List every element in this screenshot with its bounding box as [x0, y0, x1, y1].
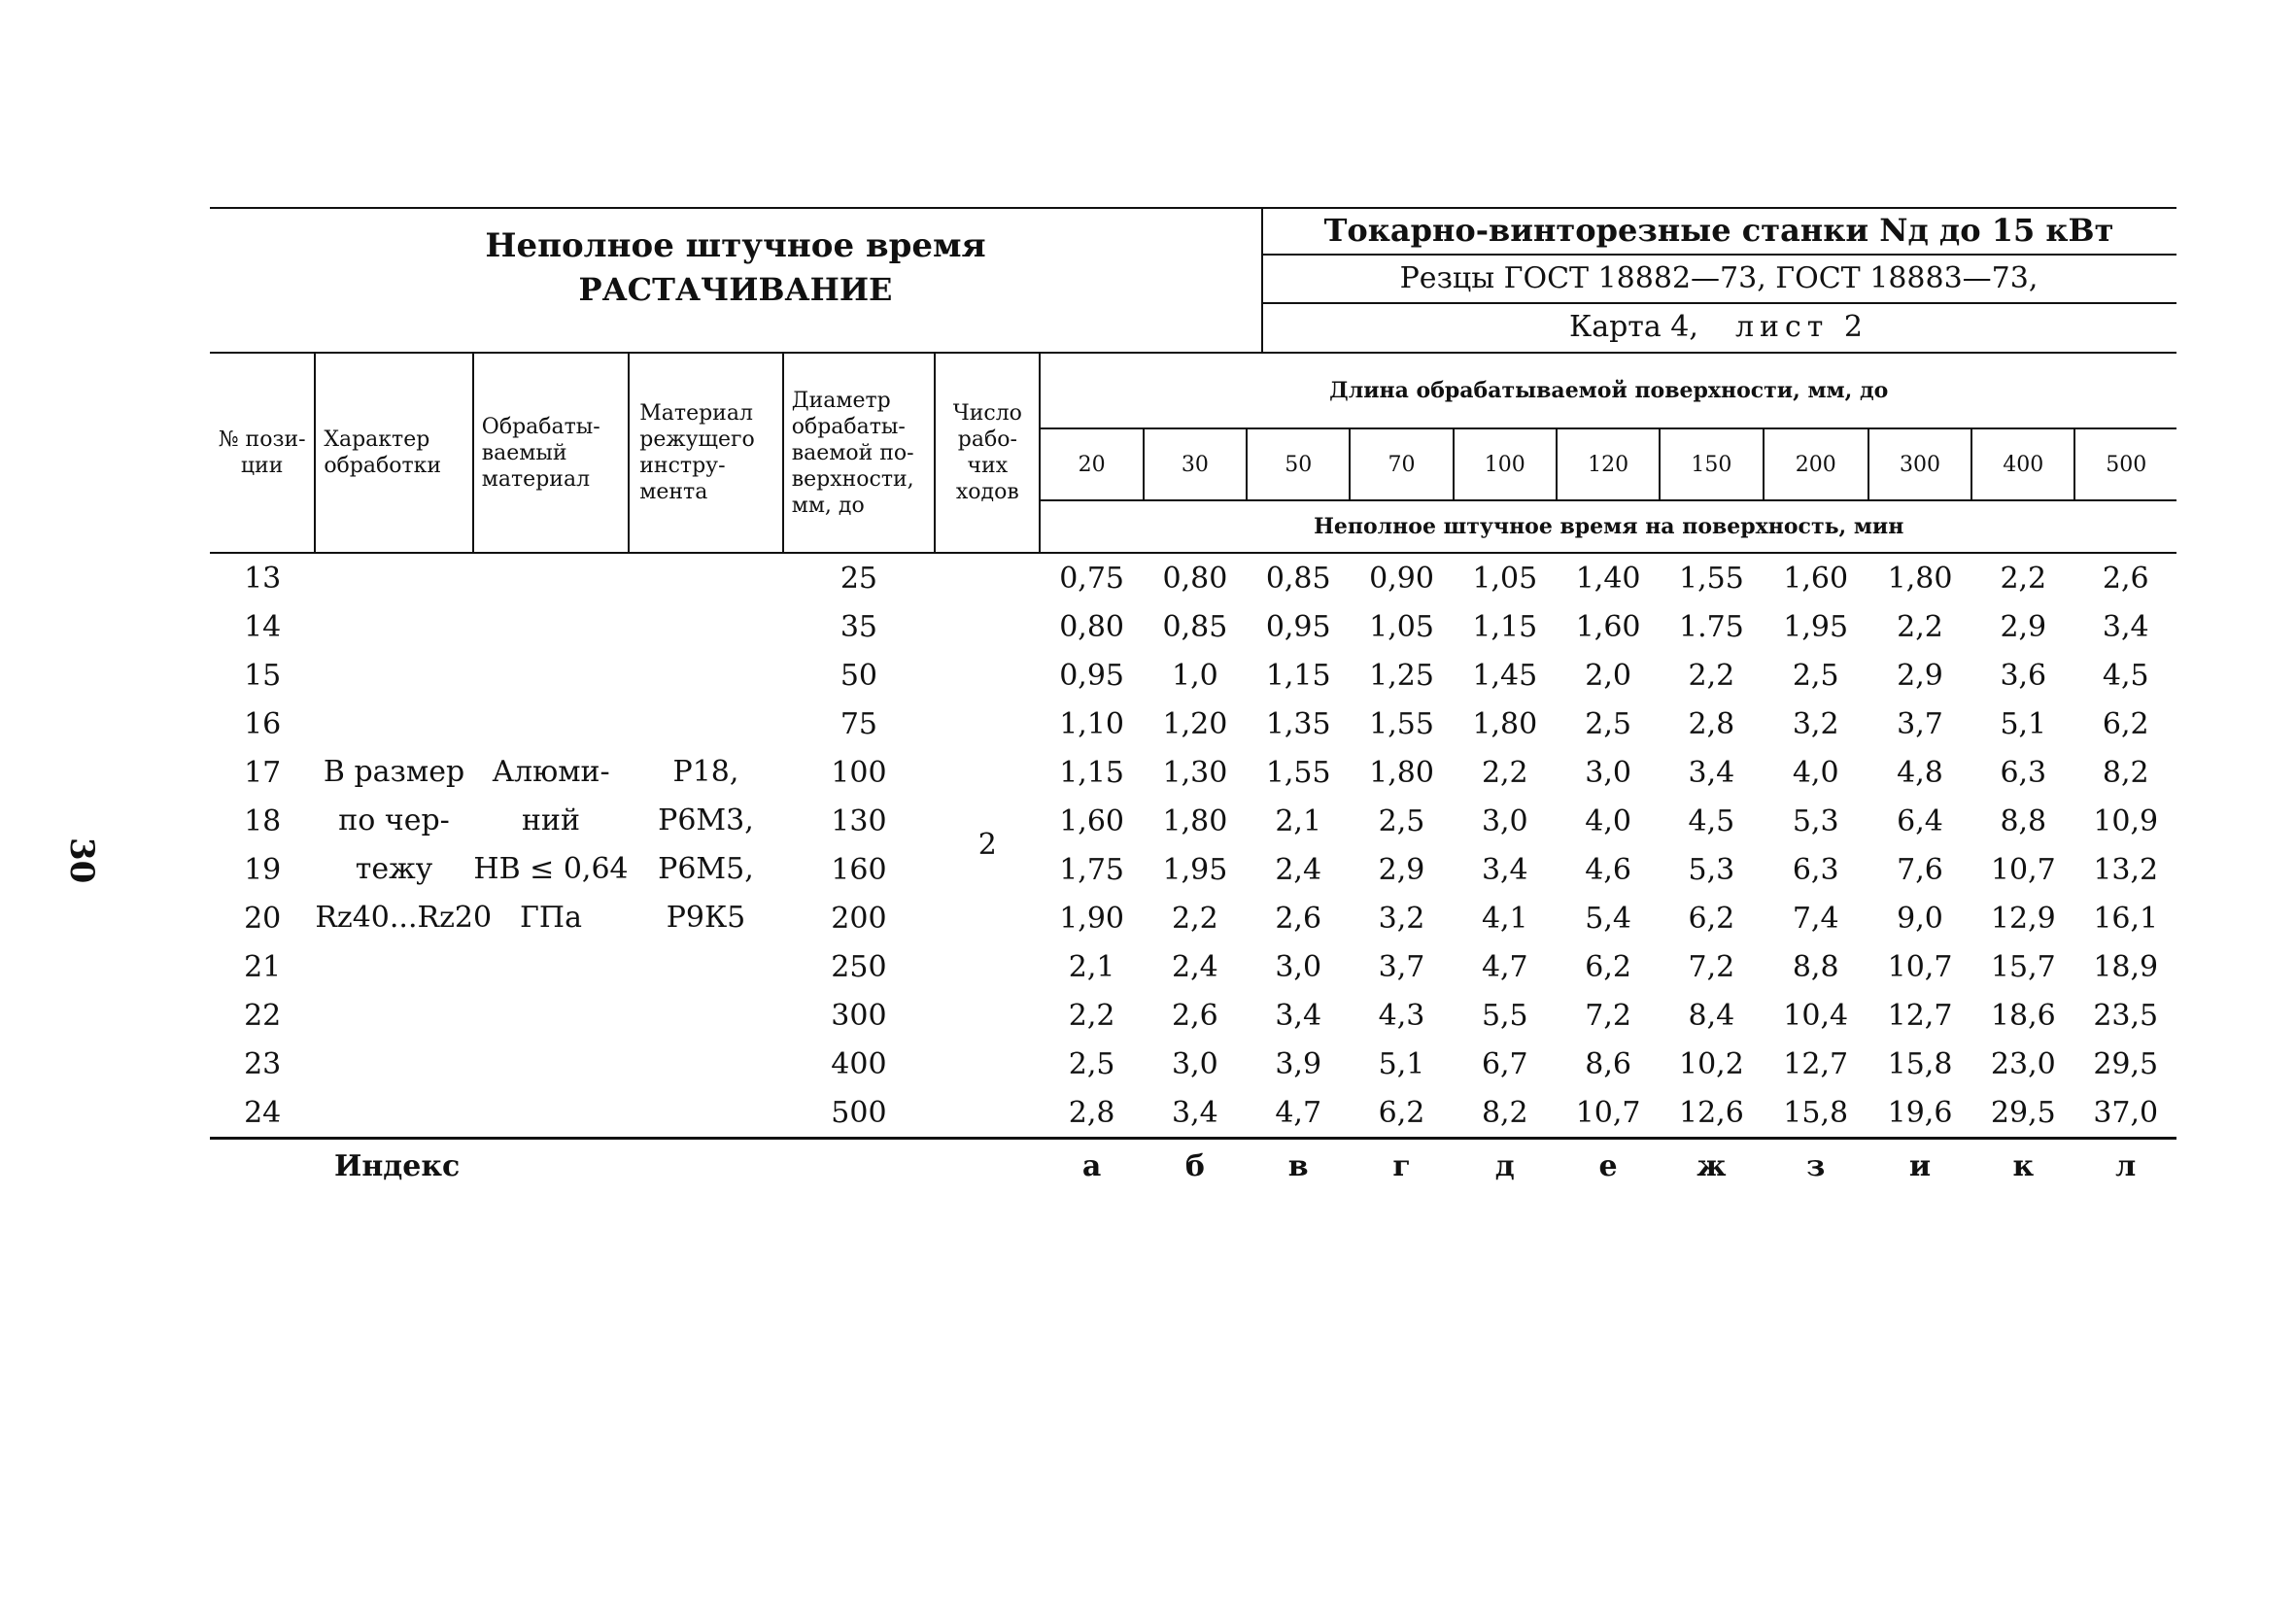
time-value: 8,8 [1792, 949, 1839, 984]
position-number: 21 [244, 949, 282, 984]
index-row [210, 1139, 2176, 1193]
time-value: 1,60 [1575, 609, 1641, 644]
time-value: 1,40 [1575, 561, 1641, 596]
time-value: 5,5 [1481, 998, 1528, 1033]
col-passes: Число рабо- чих ходов [935, 353, 1040, 553]
length-value-200: 200 [1764, 428, 1868, 500]
time-value: 3,6 [2000, 658, 2047, 693]
diameter-value: 250 [831, 949, 887, 984]
time-value: 0,80 [1162, 561, 1228, 596]
time-value: 1,90 [1059, 901, 1125, 936]
time-value: 4,3 [1378, 998, 1425, 1033]
time-value: 7,6 [1897, 852, 1943, 887]
time-value: 15,8 [1887, 1046, 1953, 1081]
time-value: 3,0 [1275, 949, 1322, 984]
time-value: 3,2 [1792, 706, 1839, 741]
position-number: 15 [244, 658, 282, 693]
time-value: 29,5 [2093, 1046, 2159, 1081]
time-value: 2,1 [1275, 803, 1322, 838]
header-subtitle: РАСТАЧИВАНИЕ [578, 271, 893, 308]
header-right [1261, 207, 2176, 351]
length-value-120: 120 [1557, 428, 1660, 500]
card-label: Карта 4, [1568, 310, 1698, 344]
length-value-30: 30 [1144, 428, 1247, 500]
time-value: 3,4 [1481, 852, 1528, 887]
diameter-value: 25 [840, 561, 878, 596]
time-value: 1,15 [1472, 609, 1538, 644]
time-value: 3,7 [1378, 949, 1425, 984]
cutters-title: Резцы ГОСТ 18882—73, ГОСТ 18883—73, [1261, 256, 2176, 304]
time-value: 1,10 [1059, 706, 1125, 741]
index-letter: ж [1696, 1148, 1727, 1183]
time-value: 6,2 [2102, 706, 2149, 741]
time-value: 0,95 [1059, 658, 1125, 693]
position-number: 19 [244, 852, 282, 887]
time-value: 1,35 [1265, 706, 1331, 741]
time-value: 3,4 [1688, 755, 1735, 790]
time-value: 4,1 [1481, 901, 1528, 936]
time-value: 4,7 [1481, 949, 1528, 984]
index-letter: и [1908, 1148, 1932, 1183]
time-value: 6,4 [1897, 803, 1943, 838]
diameter-value: 400 [831, 1046, 887, 1081]
position-number: 20 [244, 901, 282, 936]
time-value: 18,6 [1990, 998, 2056, 1033]
time-value: 1.75 [1679, 609, 1744, 644]
time-value: 10,7 [1575, 1095, 1641, 1130]
index-letter: г [1392, 1148, 1411, 1183]
diameter-value: 35 [840, 609, 878, 644]
time-value: 2,0 [1585, 658, 1631, 693]
time-value: 2,5 [1585, 706, 1631, 741]
time-value: 8,2 [2102, 755, 2149, 790]
time-value: 2,1 [1068, 949, 1115, 984]
diameter-value: 75 [840, 706, 878, 741]
time-value: 8,2 [1481, 1095, 1528, 1130]
time-value: 4,5 [2102, 658, 2149, 693]
index-letter: л [2115, 1148, 2137, 1183]
table-body [210, 553, 2176, 1139]
length-value-70: 70 [1350, 428, 1453, 500]
position-number: 22 [244, 998, 282, 1033]
time-value: 5,1 [2000, 706, 2047, 741]
time-value: 12,7 [1783, 1046, 1849, 1081]
time-value: 7,4 [1792, 901, 1839, 936]
index-letter: з [1806, 1148, 1826, 1183]
processing-cell-line: тежу [355, 852, 433, 886]
time-title: Неполное штучное время на поверхность, мин [1040, 500, 2176, 553]
time-value: 1,30 [1162, 755, 1228, 790]
time-value: 3,2 [1378, 901, 1425, 936]
passes-cell: 2 [977, 828, 997, 862]
length-value-300: 300 [1868, 428, 1971, 500]
time-value: 4,8 [1897, 755, 1943, 790]
length-value-400: 400 [1971, 428, 2074, 500]
time-value: 1,55 [1265, 755, 1331, 790]
time-value: 8,8 [2000, 803, 2047, 838]
material-cell-line: ГПа [520, 901, 582, 935]
time-value: 10,7 [1990, 852, 2056, 887]
length-value-100: 100 [1454, 428, 1557, 500]
time-value: 2,4 [1172, 949, 1218, 984]
diameter-value: 100 [831, 755, 887, 790]
time-value: 1,60 [1059, 803, 1125, 838]
time-value: 3,9 [1275, 1046, 1322, 1081]
time-value: 1,80 [1369, 755, 1434, 790]
time-value: 1,15 [1059, 755, 1125, 790]
length-title: Длина обрабатываемой поверхности, мм, до [1329, 378, 1889, 403]
index-letter: е [1598, 1148, 1618, 1183]
time-value: 1,20 [1162, 706, 1228, 741]
time-value: 9,0 [1897, 901, 1943, 936]
position-number: 24 [244, 1095, 282, 1130]
time-value: 16,1 [2093, 901, 2159, 936]
time-value: 1,60 [1783, 561, 1849, 596]
time-value: 2,8 [1688, 706, 1735, 741]
time-value: 6,3 [1792, 852, 1839, 887]
time-value: 2,9 [1378, 852, 1425, 887]
machine-title: Токарно-винторезные станки Nд до 15 кВт [1261, 207, 2176, 256]
time-value: 0,80 [1059, 609, 1125, 644]
time-value: 3,4 [1172, 1095, 1218, 1130]
time-value: 12,6 [1679, 1095, 1744, 1130]
processing-cell-line: В размер [323, 755, 465, 789]
diameter-value: 50 [840, 658, 878, 693]
material-cell-line: Алюми- [492, 755, 610, 789]
time-value: 0,85 [1265, 561, 1331, 596]
position-number: 23 [244, 1046, 282, 1081]
time-value: 2,2 [1688, 658, 1735, 693]
time-value: 2,6 [1172, 998, 1218, 1033]
time-value: 15,7 [1990, 949, 2056, 984]
col-material: Обрабаты- ваемый материал [473, 353, 629, 553]
processing-cell [315, 553, 493, 1139]
time-value: 1,55 [1369, 706, 1434, 741]
time-value: 10,2 [1679, 1046, 1744, 1081]
time-value: 2,5 [1068, 1046, 1115, 1081]
time-value: 18,9 [2093, 949, 2159, 984]
time-value: 10,4 [1783, 998, 1849, 1033]
time-value: 1,80 [1162, 803, 1228, 838]
time-value: 1,75 [1059, 852, 1125, 887]
length-value-150: 150 [1660, 428, 1763, 500]
length-value-20: 20 [1040, 428, 1143, 500]
index-letter: а [1081, 1148, 1102, 1183]
diameter-value: 130 [831, 803, 887, 838]
time-value: 6,2 [1585, 949, 1631, 984]
time-value: 6,2 [1378, 1095, 1425, 1130]
time-value: 7,2 [1688, 949, 1735, 984]
diameter-value: 300 [831, 998, 887, 1033]
time-value: 4,5 [1688, 803, 1735, 838]
tool-cell-line: Р6М3, [658, 803, 754, 837]
time-value: 1,80 [1887, 561, 1953, 596]
processing-cell-line: Rz40...Rz20 [315, 901, 493, 935]
time-value: 1,95 [1162, 852, 1228, 887]
tool-cell-line: Р9К5 [666, 901, 746, 935]
time-value: 5,4 [1585, 901, 1631, 936]
time-value: 0,95 [1265, 609, 1331, 644]
col-diameter: Диаметр обрабаты- ваемой по- верхности, мм, до [783, 353, 935, 553]
time-value: 19,6 [1887, 1095, 1953, 1130]
time-value: 7,2 [1585, 998, 1631, 1033]
index-letter: к [2012, 1148, 2035, 1183]
header-left [210, 207, 1261, 353]
position-number: 17 [244, 755, 282, 790]
index-label: Индекс [334, 1148, 461, 1183]
time-value: 3,7 [1897, 706, 1943, 741]
length-value-50: 50 [1247, 428, 1350, 500]
time-value: 23,0 [1990, 1046, 2056, 1081]
time-value: 5,1 [1378, 1046, 1425, 1081]
time-value: 0,75 [1059, 561, 1125, 596]
time-value: 2,2 [1481, 755, 1528, 790]
time-value: 6,7 [1481, 1046, 1528, 1081]
material-cell-line: ний [522, 803, 581, 837]
time-value: 12,7 [1887, 998, 1953, 1033]
diameter-value: 200 [831, 901, 887, 936]
time-value: 5,3 [1688, 852, 1735, 887]
sheet-label: лист 2 [1734, 310, 1869, 344]
tool-cell [629, 553, 782, 1139]
card-info [1261, 304, 2176, 351]
tool-cell-line: Р18, [672, 755, 739, 789]
diameter-value: 160 [831, 852, 887, 887]
position-number: 14 [244, 609, 282, 644]
time-value: 3,0 [1585, 755, 1631, 790]
time-value: 23,5 [2093, 998, 2159, 1033]
time-value: 2,5 [1378, 803, 1425, 838]
position-number: 18 [244, 803, 282, 838]
index-letter: в [1287, 1148, 1309, 1183]
processing-cell-line: по чер- [338, 803, 450, 837]
index-letter: д [1494, 1148, 1515, 1183]
time-value: 29,5 [1990, 1095, 2056, 1130]
time-value: 1,05 [1369, 609, 1434, 644]
time-value: 10,9 [2093, 803, 2159, 838]
col-processing: Характер обработки [315, 353, 472, 553]
time-value: 4,0 [1792, 755, 1839, 790]
col-tool: Материал режущего инстру- мента [629, 353, 782, 553]
time-value: 1,05 [1472, 561, 1538, 596]
time-value: 2,2 [2000, 561, 2047, 596]
time-value: 6,2 [1688, 901, 1735, 936]
time-value: 3,0 [1481, 803, 1528, 838]
time-value: 1,25 [1369, 658, 1434, 693]
time-value: 13,2 [2093, 852, 2159, 887]
time-value: 0,85 [1162, 609, 1228, 644]
length-value-500: 500 [2074, 428, 2176, 500]
table-header [210, 353, 2176, 553]
time-value: 4,6 [1585, 852, 1631, 887]
position-number: 13 [244, 561, 282, 596]
time-value: 1,80 [1472, 706, 1538, 741]
header-title: Неполное штучное время [485, 226, 986, 265]
time-value: 10,7 [1887, 949, 1953, 984]
time-value: 2,4 [1275, 852, 1322, 887]
time-value: 2,2 [1068, 998, 1115, 1033]
time-value: 4,0 [1585, 803, 1631, 838]
time-value: 2,9 [2000, 609, 2047, 644]
time-value: 1,95 [1783, 609, 1849, 644]
time-value: 8,6 [1585, 1046, 1631, 1081]
page-number: 30 [62, 837, 101, 884]
time-value: 1,15 [1265, 658, 1331, 693]
time-value: 2,6 [2102, 561, 2149, 596]
time-value: 8,4 [1688, 998, 1735, 1033]
col-position: № пози- ции [210, 353, 315, 553]
time-value: 12,9 [1990, 901, 2056, 936]
time-value: 3,4 [1275, 998, 1322, 1033]
time-table [210, 352, 2176, 1192]
time-value: 0,90 [1369, 561, 1434, 596]
time-value: 1,55 [1679, 561, 1744, 596]
time-value: 2,8 [1068, 1095, 1115, 1130]
time-value: 2,9 [1897, 658, 1943, 693]
time-value: 1,0 [1172, 658, 1218, 693]
diameter-value: 500 [831, 1095, 887, 1130]
material-cell-line: НВ ≤ 0,64 [473, 852, 629, 886]
tool-cell-line: Р6М5, [658, 852, 754, 886]
time-value: 1,45 [1472, 658, 1538, 693]
index-letter: б [1184, 1148, 1205, 1183]
time-value: 3,4 [2102, 609, 2149, 644]
time-value: 2,2 [1897, 609, 1943, 644]
material-cell [473, 553, 629, 1139]
time-value: 5,3 [1792, 803, 1839, 838]
time-value: 37,0 [2093, 1095, 2159, 1130]
time-value: 6,3 [2000, 755, 2047, 790]
time-value: 15,8 [1783, 1095, 1849, 1130]
time-value: 2,5 [1792, 658, 1839, 693]
time-value: 3,0 [1172, 1046, 1218, 1081]
position-number: 16 [244, 706, 282, 741]
time-value: 4,7 [1275, 1095, 1322, 1130]
time-value: 2,6 [1275, 901, 1322, 936]
time-value: 2,2 [1172, 901, 1218, 936]
table-row [210, 553, 2176, 602]
